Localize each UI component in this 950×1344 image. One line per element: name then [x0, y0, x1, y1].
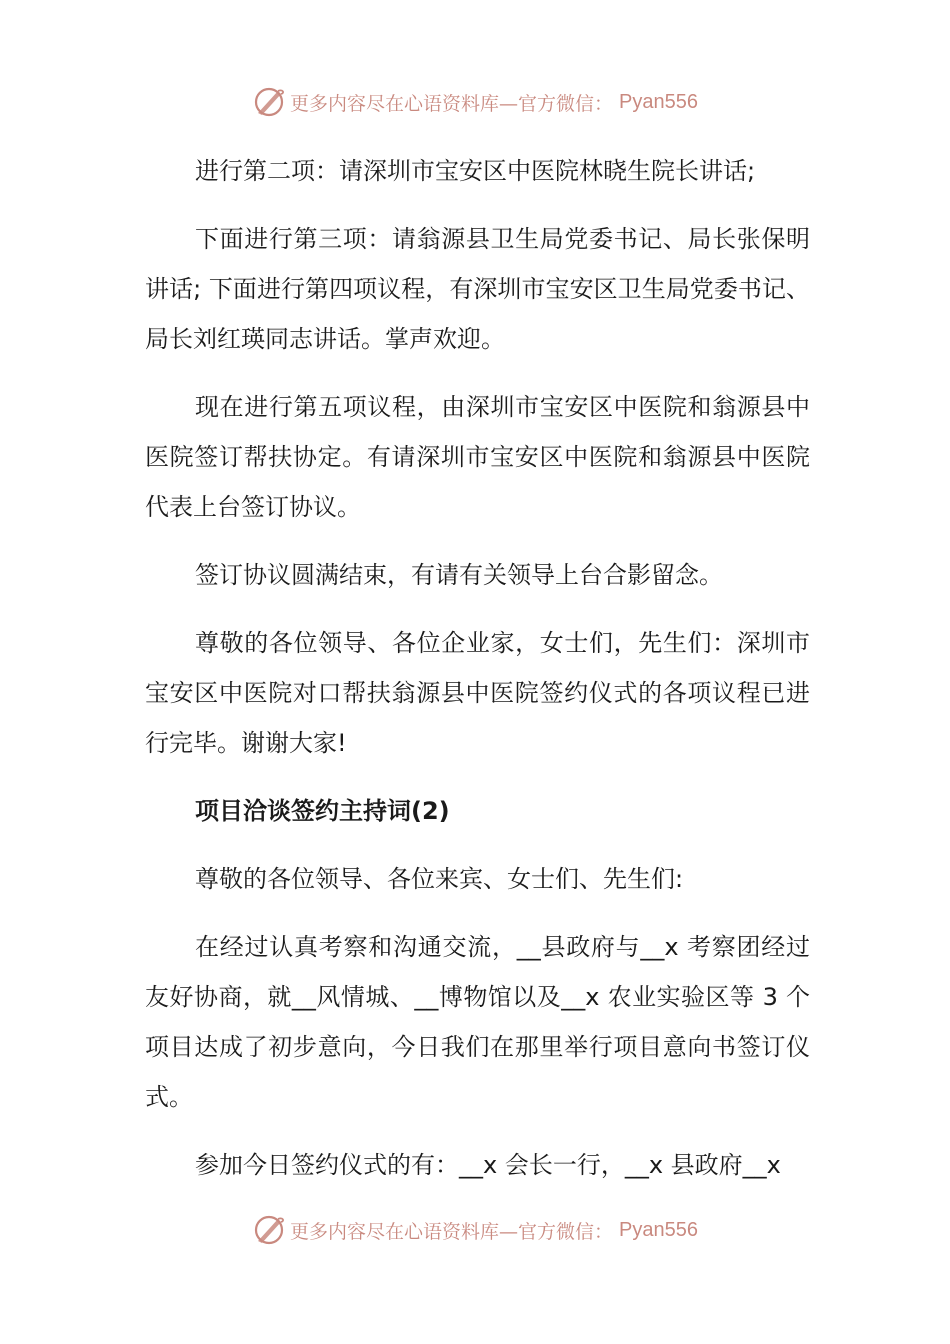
- paragraph: 下面进行第三项：请翁源县卫生局党委书记、局长张保明讲话; 下面进行第四项议程，有深圳市宝安区卫生局党委书记、局长刘红瑛同志讲话。掌声欢迎。: [145, 225, 810, 353]
- watermark-footer: [0, 1210, 950, 1250]
- quill-logo-icon: [252, 1213, 286, 1247]
- paragraph: 现在进行第五项议程，由深圳市宝安区中医院和翁源县中医院签订帮扶协定。有请深圳市宝安区中医院和翁源县中医院代表上台签订协议。: [145, 393, 810, 521]
- watermark-header: [0, 82, 950, 122]
- paragraph: 尊敬的各位领导、各位企业家，女士们，先生们：深圳市宝安区中医院对口帮扶翁源县中医院签约仪式的各项议程已进行完毕。谢谢大家!: [145, 629, 810, 757]
- watermark-wechat-id: Pyan556: [619, 90, 698, 113]
- paragraph: 签订协议圆满结束，有请有关领导上台合影留念。: [195, 561, 723, 589]
- paragraph: 参加今日签约仪式的有：__x 会长一行，__x 县政府__x: [195, 1151, 781, 1179]
- section-heading: 项目洽谈签约主持词(2): [195, 797, 450, 825]
- paragraph: 尊敬的各位领导、各位来宾、女士们、先生们:: [195, 865, 684, 893]
- document-body: [145, 146, 810, 1208]
- paragraph: 进行第二项：请深圳市宝安区中医院林晓生院长讲话;: [195, 157, 756, 185]
- watermark-text: 更多内容尽在心语资料库—官方微信：: [290, 92, 614, 115]
- paragraph: 在经过认真考察和沟通交流，__县政府与__x 考察团经过友好协商，就__风情城、__博物馆以及__x 农业实验区等 3 个项目达成了初步意向，今日我们在那里举行项目意向书签订仪式。: [145, 933, 810, 1111]
- watermark-wechat-id: Pyan556: [619, 1218, 698, 1241]
- quill-logo-icon: [252, 85, 286, 119]
- watermark-text: 更多内容尽在心语资料库—官方微信：: [290, 1220, 614, 1243]
